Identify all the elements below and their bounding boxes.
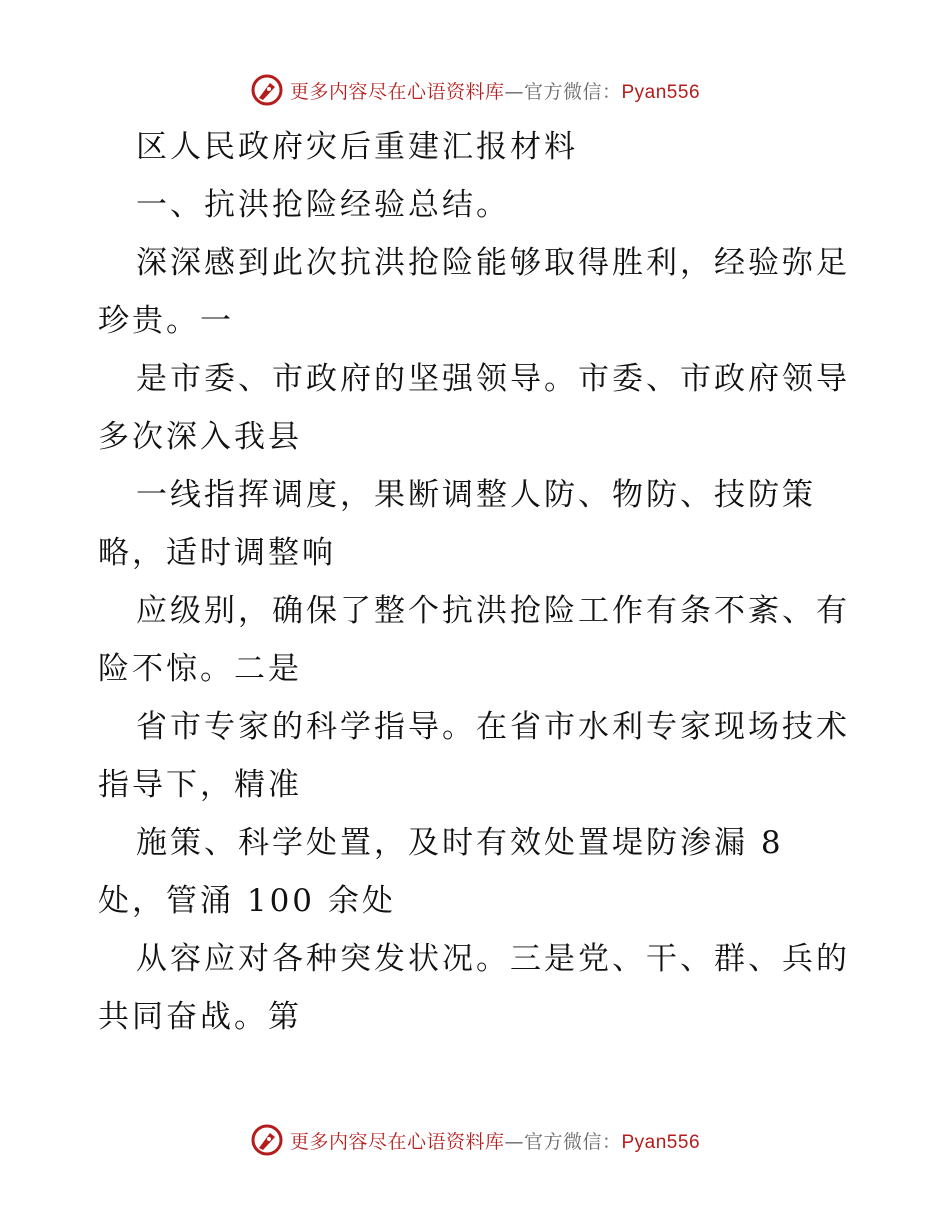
paragraph-line: 施策、科学处置，及时有效处置堤防渗漏 8	[136, 825, 784, 861]
paragraph-line: 指导下，精准	[98, 767, 302, 803]
pen-nib-logo-icon	[250, 73, 284, 107]
paragraph-line: 多次深入我县	[98, 419, 302, 455]
paragraph-line: 处，管涌 100 余处	[98, 883, 396, 919]
watermark-text	[290, 77, 700, 104]
paragraph-line: 共同奋战。第	[98, 999, 302, 1035]
paragraph-line: 一线指挥调度，果断调整人防、物防、技防策	[136, 477, 816, 513]
paragraph-line: 险不惊。二是	[98, 651, 302, 687]
watermark-wechat-label: 官方微信：	[523, 1130, 622, 1153]
watermark-wechat-label: 官方微信：	[523, 80, 622, 103]
watermark-wechat-id: Pyan556	[621, 81, 701, 103]
watermark-wechat-id: Pyan556	[621, 1131, 701, 1153]
paragraph-line: 深深感到此次抗洪抢险能够取得胜利，经验弥足	[136, 245, 850, 281]
watermark-site-text: 更多内容尽在心语资料库	[289, 1130, 505, 1153]
paragraph-line: 一、抗洪抢险经验总结。	[136, 187, 510, 223]
pen-nib-logo-icon	[250, 1123, 284, 1157]
paragraph-line: 从容应对各种突发状况。三是党、干、群、兵的	[136, 941, 850, 977]
document-title: 区人民政府灾后重建汇报材料	[136, 129, 578, 165]
watermark-dash: —	[504, 1130, 524, 1153]
paragraph-line: 珍贵。一	[98, 303, 234, 339]
paragraph-line: 略，适时调整响	[98, 535, 336, 571]
watermark-site-text: 更多内容尽在心语资料库	[289, 80, 505, 103]
paragraph-line: 省市专家的科学指导。在省市水利专家现场技术	[136, 709, 850, 745]
watermark-dash: —	[504, 80, 524, 103]
paragraph-line: 应级别，确保了整个抗洪抢险工作有条不紊、有	[136, 593, 850, 629]
footer-watermark	[0, 1120, 950, 1160]
watermark-text	[290, 1127, 700, 1154]
paragraph-line: 是市委、市政府的坚强领导。市委、市政府领导	[136, 361, 850, 397]
header-watermark	[0, 70, 950, 110]
document-body	[98, 118, 858, 1046]
